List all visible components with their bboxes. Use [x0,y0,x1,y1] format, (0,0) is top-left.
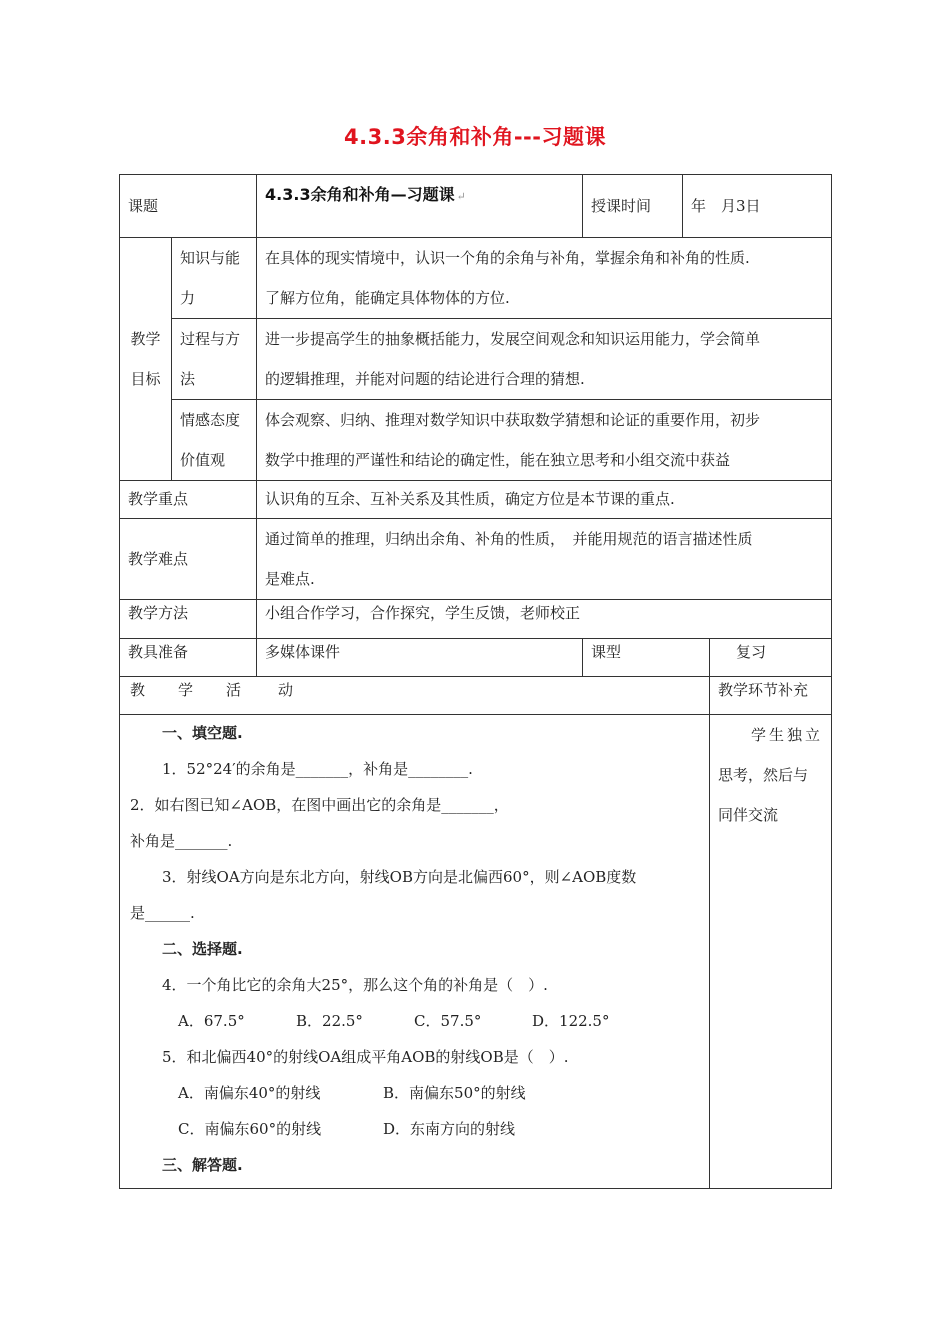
section-choice: 二、选择题. [162,940,243,958]
type-label: 课型 [583,639,710,677]
tools-text: 多媒体课件 [257,639,583,677]
topic-label: 课题 [120,175,257,238]
question-4: 4．一个角比它的余角大25°，那么这个角的补角是（ ）. [162,976,548,994]
section-answer: 三、解答题. [162,1156,243,1174]
goal-name-knowledge: 知识与能 力 [172,238,257,319]
key-points-row [120,481,832,519]
question-4-options [130,1003,697,1039]
activity-header-row [120,677,832,715]
goal-row-attitude [120,400,832,481]
exercise-content [120,715,710,1189]
question-3-line2: 是______. [130,904,195,922]
topic-value: 4.3.3余角和补角—习题课 [265,185,455,204]
goal-text-process: 进一步提高学生的抽象概括能力，发展空间观念和知识运用能力，学会简单 的逻辑推理，并能对问题的结论进行合理的猜想. [257,319,832,400]
method-text: 小组合作学习，合作探究，学生反馈，老师校正 [257,600,832,639]
tools-label: 教具准备 [120,639,257,677]
q5-option-d: D．东南方向的射线 [383,1120,516,1138]
q5-option-c: C．南偏东60°的射线 [178,1120,322,1138]
return-mark-icon: ↵ [456,190,466,203]
time-value: 年 月3日 [683,175,832,238]
q4-option-c: C．57.5° [414,1012,482,1030]
key-points-label: 教学重点 [120,481,257,519]
question-5: 5．和北偏西40°的射线OA组成平角AOB的射线OB是（ ）. [162,1048,569,1066]
question-2-line1: 2．如右图已知∠AOB，在图中画出它的余角是_______， [130,796,509,814]
key-points-text: 认识角的互余、互补关系及其性质，确定方位是本节课的重点. [257,481,832,519]
question-1: 1．52°24′的余角是_______，补角是________. [162,760,473,778]
lesson-plan-table [119,174,832,1189]
type-value: 复习 [710,639,832,677]
supplement-label: 教学环节补充 [710,677,832,715]
goal-name-process: 过程与方 法 [172,319,257,400]
topic-row [120,175,832,238]
q4-option-b: B．22.5° [296,1012,363,1030]
time-label: 授课时间 [583,175,683,238]
difficulties-row [120,519,832,600]
question-2-line2: 补角是_______. [130,832,233,850]
goal-text-knowledge: 在具体的现实情境中，认识一个角的余角与补角，掌握余角和补角的性质. 了解方位角，能确定具体物体的方位. [257,238,832,319]
goal-text-attitude: 体会观察、归纳、推理对数学知识中获取数学猜想和论证的重要作用，初步 数学中推理的严谨性和结论的确定性，能在独立思考和小组交流中获益 [257,400,832,481]
side-note: 学生独立 思考，然后与 同伴交流 [710,715,832,1189]
difficulties-label: 教学难点 [120,519,257,600]
question-5-options-row1 [130,1075,697,1111]
tools-row [120,639,832,677]
method-row [120,600,832,639]
goals-label: 教学 目标 [120,238,172,481]
q5-option-b: B．南偏东50°的射线 [383,1084,526,1102]
question-3-line1: 3．射线OA方向是东北方向，射线OB方向是北偏西60°，则∠AOB度数 [162,868,637,886]
page-title: 4.3.3余角和补角---习题课 [344,125,606,149]
goal-row-process [120,319,832,400]
goal-row-knowledge [120,238,832,319]
q5-option-a: A．南偏东40°的射线 [178,1084,321,1102]
activity-header: 教 学 活 动 [120,677,710,715]
method-label: 教学方法 [120,600,257,639]
q4-option-d: D．122.5° [532,1012,610,1030]
question-5-options-row2 [130,1111,697,1147]
activity-content-row [120,715,832,1189]
difficulties-text: 通过简单的推理，归纳出余角、补角的性质， 并能用规范的语言描述性质 是难点. [257,519,832,600]
q4-option-a: A．67.5° [178,1012,245,1030]
section-fill-blank: 一、填空题. [162,724,243,742]
goal-name-attitude: 情感态度 价值观 [172,400,257,481]
